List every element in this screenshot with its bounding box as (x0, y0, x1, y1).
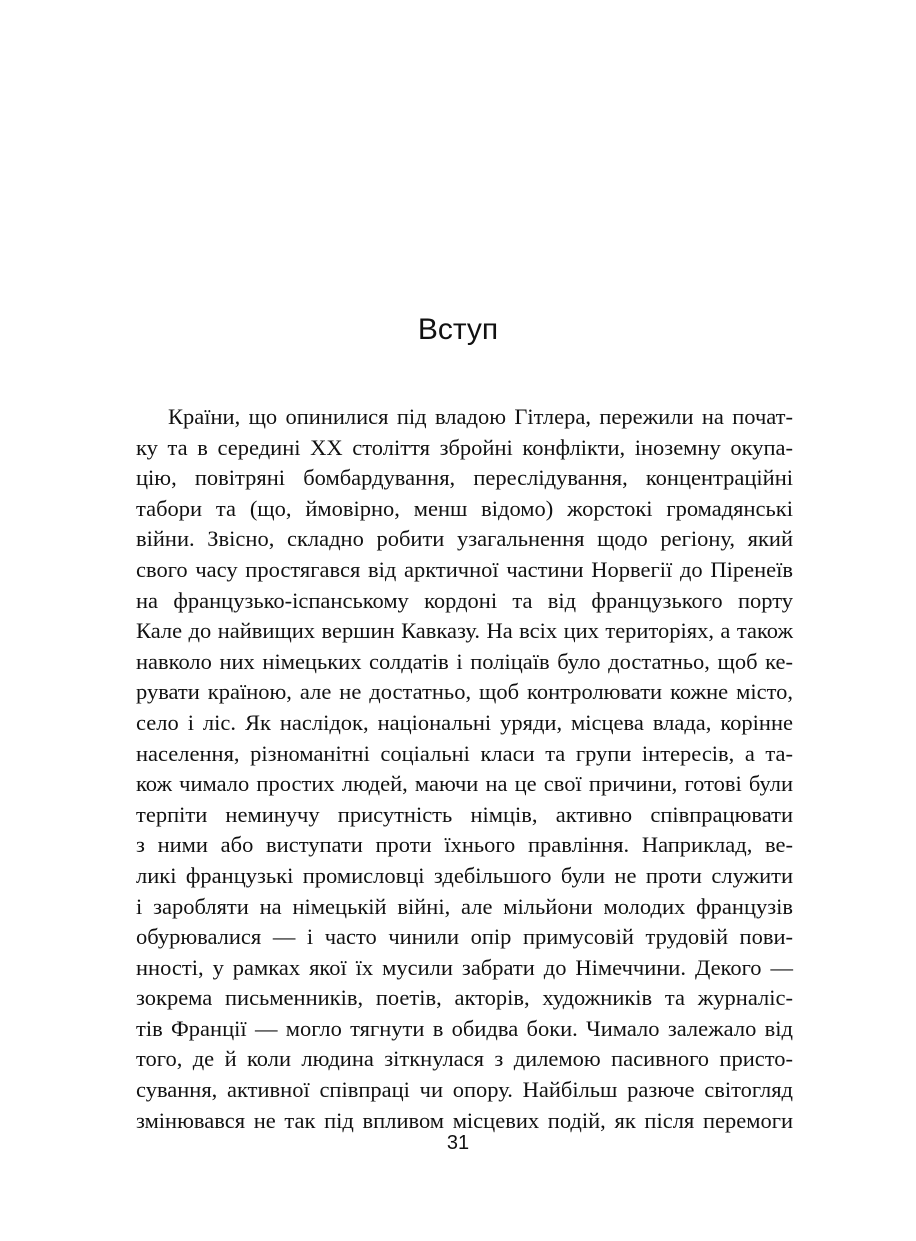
text-line: ликі французькі промисловці здебільшого були не проти служити (136, 862, 793, 888)
text-line: населення, різноманітні соціальні класи та групи інтересів, а та- (136, 740, 793, 766)
text-line: табори та (що, ймовірно, менш відомо) жорстокі громадянські (136, 495, 793, 521)
text-line: обурювалися — і часто чинили опір примусовій трудовій пови- (136, 924, 793, 950)
text-line: цію, повітряні бомбардування, переслідування, концентраційні (136, 465, 793, 491)
text-line: змінювався не так під впливом місцевих подій, як після перемоги (136, 1107, 793, 1133)
text-line: нності, у рамках якої їх мусили забрати до Німеччини. Декого — (136, 954, 793, 980)
text-line: свого часу простягався від арктичної частини Норвегії до Піренеїв (136, 556, 793, 582)
text-line: терпіти неминучу присутність німців, активно співпрацювати (136, 801, 793, 827)
text-line: війни. Звісно, складно робити узагальнення щодо регіону, який (136, 526, 793, 552)
text-line: того, де й коли людина зіткнулася з дилемою пасивного присто- (136, 1046, 793, 1072)
chapter-title: Вступ (417, 313, 499, 346)
text-line: рувати країною, але не достатньо, щоб контролювати кожне місто, (136, 679, 793, 705)
text-line: і заробляти на німецькій війні, але мільйони молодих французів (136, 893, 793, 919)
text-line: сування, активної співпраці чи опору. Найбільш разюче світогляд (136, 1077, 793, 1103)
text-line: тів Франції — могло тягнути в обидва боки. Чимало залежало від (136, 1015, 793, 1041)
text-line: навколо них німецьких солдатів і поліцаїв було достатньо, щоб ке- (136, 648, 793, 674)
text-line: на французько-іспанському кордоні та від французького порту (136, 587, 793, 613)
text-line: Кале до найвищих вершин Кавказу. На всіх цих територіях, а також (136, 618, 793, 644)
chapter-body (136, 402, 793, 1136)
page-number: 31 (446, 1132, 470, 1154)
text-line: з ними або виступати проти їхнього правління. Наприклад, ве- (136, 832, 793, 858)
text-line: Країни, що опинилися під владою Гітлера, пережили на почат- (168, 404, 793, 429)
text-line: зокрема письменників, поетів, акторів, художників та журналіс- (136, 985, 793, 1011)
text-line: ку та в середині XX століття збройні конфлікти, іноземну окупа- (136, 434, 793, 460)
text-line: кож чимало простих людей, маючи на це свої причини, готові були (136, 771, 793, 797)
text-line: село і ліс. Як наслідок, національні уряди, місцева влада, корінне (136, 709, 793, 735)
